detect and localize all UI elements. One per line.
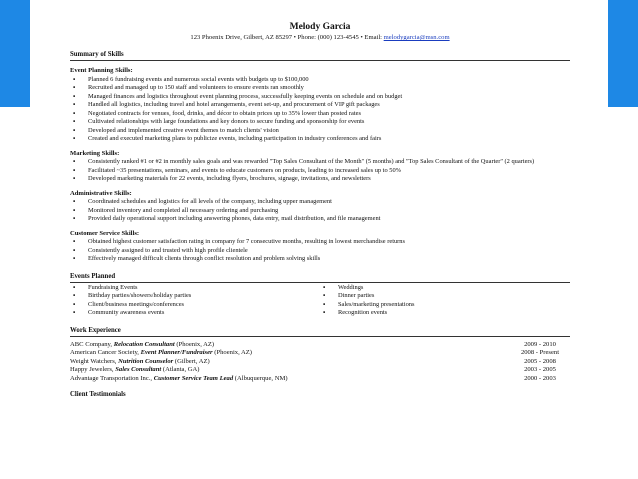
bullet-icon: ▪ (73, 238, 76, 245)
bullet-icon: ▪ (73, 84, 76, 91)
skill-groups (70, 67, 570, 264)
bullet-icon: ▪ (73, 309, 76, 316)
job-title: Nutrition Counselor (118, 357, 174, 365)
events-list (70, 284, 570, 318)
contact-line (70, 33, 570, 42)
bullet-icon: ▪ (323, 300, 326, 308)
bullet-icon: ▪ (73, 206, 76, 214)
bullet-icon: ▪ (73, 158, 76, 165)
resume-name: Melody Garcia (289, 22, 351, 32)
list-item (70, 167, 570, 176)
contact-details: 123 Phoenix Drive, Gilbert, AZ 85297 • Phone: (000) 123-4545 • Email: (190, 34, 382, 41)
bullet-icon: ▪ (73, 135, 76, 142)
list-item (70, 110, 570, 119)
job-description (70, 358, 210, 367)
list-item-text: Provided daily operational support including answering phones, data entry, mail distribution, and file management (88, 215, 381, 222)
bullet-icon: ▪ (323, 283, 326, 291)
skill-group-title: Marketing Skills: (70, 149, 120, 157)
list-item (70, 84, 570, 93)
list-item (70, 127, 570, 136)
bullet-icon: ▪ (73, 166, 76, 174)
testimonials-heading: Client Testimonials (70, 391, 126, 398)
list-item (70, 93, 570, 102)
work-list (70, 341, 570, 384)
list-item (70, 198, 570, 207)
job-row (70, 375, 570, 384)
job-years: 2000 - 2003 (524, 374, 556, 382)
list-item (70, 175, 570, 184)
list-item-text: Negotiated contracts for venues, food, drinks, and décor to obtain prices up to 35% lower than posted rates (88, 109, 361, 117)
bullet-icon: ▪ (73, 75, 76, 83)
job-years: 2009 - 2010 (524, 340, 556, 348)
job-company: Advantage Transportation Inc., (70, 374, 154, 382)
bullet-icon: ▪ (73, 109, 76, 117)
list-item (320, 309, 570, 318)
list-item (70, 118, 570, 127)
list-item (70, 76, 570, 85)
list-item-text: Developed and implemented creative event themes to match clients' vision (88, 126, 279, 134)
list-item (70, 207, 570, 216)
list-item (70, 158, 570, 167)
job-location: (Phoenix, AZ) (174, 340, 215, 348)
bullet-icon: ▪ (73, 126, 76, 134)
list-item-text: Monitored inventory and completed all necessary ordering and purchasing (88, 206, 279, 214)
job-row (70, 366, 570, 375)
list-item-text: Handled all logistics, including travel and hotel arrangements, event set-up, and procurement of VIP gift packages (88, 101, 380, 108)
list-item-text: Consistently ranked #1 or #2 in monthly sales goals and was rewarded "Top Sales Consultant of the Month" (5 months) and "Top Sales Consultant of the Quarter" (2 quarters) (88, 158, 535, 165)
skill-group-title: Event Planning Skills: (70, 67, 133, 74)
bullet-icon: ▪ (73, 198, 76, 205)
events-heading: Events Planned (70, 272, 570, 283)
list-item-text: Dinner parties (338, 292, 375, 299)
job-company: ABC Company, (70, 340, 114, 348)
list-item-text: Effectively managed difficult clients through conflict resolution and problem solving skills (88, 255, 321, 262)
list-item (320, 284, 570, 293)
skill-group-title: Customer Service Skills: (70, 229, 140, 237)
bullet-icon: ▪ (73, 246, 76, 254)
list-item (70, 309, 320, 318)
right-accent-bar (608, 0, 638, 107)
job-years: 2008 - Present (520, 349, 560, 356)
list-item (70, 135, 570, 144)
job-company: American Cancer Society, (70, 349, 141, 356)
job-description (70, 349, 252, 358)
list-item (70, 215, 570, 224)
job-row (70, 349, 570, 358)
job-title: Event Planner/Fundraiser (140, 349, 213, 356)
skill-group-title: Administrative Skills: (70, 189, 132, 197)
bullet-icon: ▪ (73, 300, 76, 308)
job-title: Customer Service Team Lead (153, 374, 234, 382)
job-description (70, 375, 288, 384)
bullet-icon: ▪ (323, 309, 326, 316)
list-item-text: Facilitated ~35 presentations, seminars, and events to educate customers on products, leading to increased sales up to 50% (88, 166, 401, 174)
bullet-icon: ▪ (73, 292, 76, 299)
bullet-icon: ▪ (73, 118, 76, 125)
bullet-icon: ▪ (73, 283, 76, 291)
left-accent-bar (0, 0, 30, 107)
list-item-text: Fundraising Events (88, 283, 138, 291)
bullet-icon: ▪ (73, 92, 76, 100)
skill-list (70, 158, 570, 184)
list-item-text: Obtained highest customer satisfaction rating in company for 7 consecutive months, resulting in lowest merchandise returns (88, 238, 405, 245)
list-item-text: Cultivated relationships with large foundations and key donors to secure funding and sponsorship for events (88, 118, 365, 125)
list-item-text: Community awareness events (88, 309, 165, 316)
job-years: 2005 - 2008 (524, 357, 556, 365)
skill-list (70, 76, 570, 144)
list-item (70, 247, 570, 256)
bullet-icon: ▪ (73, 215, 76, 222)
list-item (70, 238, 570, 247)
resume-page (70, 22, 570, 400)
work-heading: Work Experience (70, 326, 570, 337)
job-company: Weight Watchers, (70, 357, 119, 365)
list-item-text: Coordinated schedules and logistics for all levels of the company, including upper management (88, 198, 332, 205)
list-item (70, 255, 570, 264)
job-company: Happy Jewelers, (70, 366, 116, 373)
list-item-text: Created and executed marketing plans to publicize events, including participation in industry conferences and fairs (88, 135, 382, 142)
list-item (70, 284, 320, 293)
events-right-column (320, 284, 570, 318)
bullet-icon: ▪ (73, 255, 76, 262)
job-location: (Phoenix, AZ) (212, 349, 252, 356)
email-link[interactable]: melodygarcia@msn.com (383, 34, 450, 41)
bullet-icon: ▪ (323, 292, 326, 299)
list-item-text: Planned 6 fundraising events and numerous social events with budgets up to $100,000 (88, 75, 309, 83)
list-item-text: Weddings (338, 283, 364, 291)
list-item-text: Developed marketing materials for 22 events, including flyers, brochures, signage, invitations, and newsletters (88, 175, 371, 182)
list-item-text: Consistently assigned to and trusted with high profile clientele (88, 246, 248, 254)
job-row (70, 358, 570, 367)
skill-list (70, 198, 570, 224)
job-title: Relocation Consultant (113, 340, 175, 348)
job-location: (Albuquerque, NM) (233, 374, 288, 382)
list-item-text: Recruited and managed up to 150 staff and volunteers to ensure events ran smoothly (88, 84, 304, 91)
events-left-column (70, 284, 320, 318)
list-item-text: Birthday parties/showers/holiday parties (88, 292, 192, 299)
job-description (70, 341, 214, 350)
summary-heading: Summary of Skills (70, 50, 570, 61)
list-item-text: Client/business meetings/conferences (88, 300, 185, 308)
job-row (70, 341, 570, 350)
job-location: (Gilbert, AZ) (173, 357, 210, 365)
job-title: Sales Consultant (115, 366, 162, 373)
skill-list (70, 238, 570, 264)
bullet-icon: ▪ (73, 175, 76, 182)
list-item (70, 101, 570, 110)
list-item (320, 292, 570, 301)
list-item (320, 301, 570, 310)
list-item-text: Sales/marketing presentations (338, 300, 415, 308)
job-description (70, 366, 200, 375)
job-years: 2003 - 2005 (524, 366, 556, 373)
list-item (70, 301, 320, 310)
list-item-text: Managed finances and logistics throughout event planning process, successfully keeping events on schedule and on budget (88, 92, 403, 100)
list-item (70, 292, 320, 301)
job-location: (Atlanta, GA) (161, 366, 200, 373)
list-item-text: Recognition events (338, 309, 388, 316)
bullet-icon: ▪ (73, 101, 76, 108)
